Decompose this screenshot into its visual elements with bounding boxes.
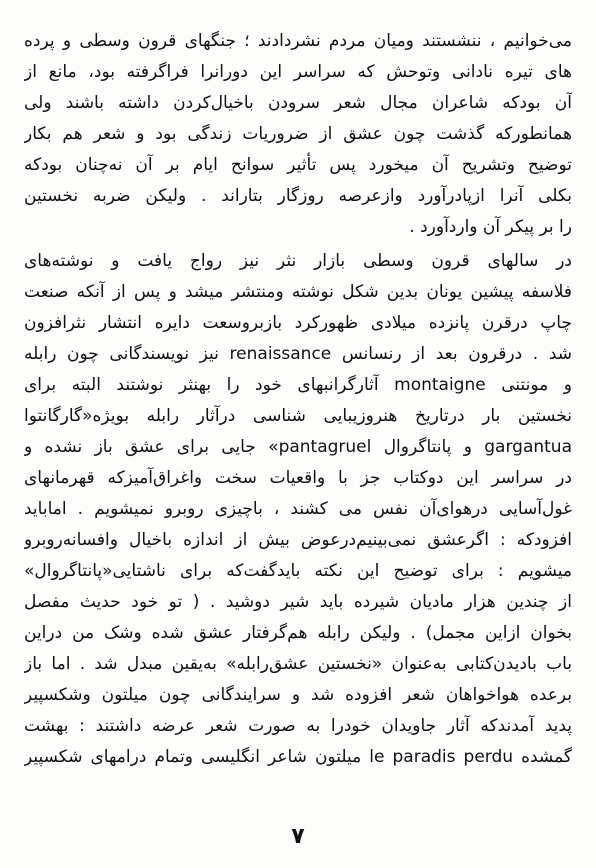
paragraph-1 (24, 26, 572, 243)
page-number: ۷ (291, 824, 305, 849)
text-line: می‌خوانیم ، ننشستند ومیان مردم نشردادند ؛ جنگهای قرون وسطی و پرده (24, 31, 572, 51)
text-line: در سالهای قرون وسطی بازار نثر نیز رواج یافت و نوشته‌های (24, 251, 572, 271)
text-line: نخستین بار درتاریخ هنروزیبایی شناسی درآثار رابله بویژه«گارگانتوا (24, 406, 572, 426)
text-line: باب بادیدن‌کتابی به‌عنوان «نخستین عشق‌رابله» به‌یقین مبدل شد . اما باز (24, 654, 572, 674)
text-line: چاپ درقرن پانزده میلادی ظهورکرد بازبروسعت دایره انتشار نثرافزون (24, 313, 572, 333)
text-line: های تیره نادانی وتوحش که سراسر این دورانرا فراگرفته بود، مانع از (24, 62, 572, 82)
text-line: توضیح وتشریح آن میخورد پس تأثیر سوانح ایام بر آن نه‌چنان بودکه (24, 155, 572, 175)
text-line: بکلی آنرا ازپادرآورد وازعرصه روزگار بتاراند . ولیکن ضربه نخستین (24, 186, 572, 206)
text-line: فلاسفه پیشین یونان بدین شکل نوشته ومنتشر میشد و پس از آنکه صنعت (24, 282, 572, 302)
text-line: gargantua و پانتاگروال pantagruel» جایی برای عشق باز نشده و (24, 437, 572, 457)
paragraph-2 (24, 246, 572, 773)
text-line: گمشده le paradis perdu میلتون شاعر انگلیسی وتمام درامهای شکسپیر (24, 747, 572, 767)
text-line: برعده هواخواهان شعر افزوده شد و سرایندگانی چون میلتون وشکسپیر (24, 685, 572, 705)
text-line: افزودکه : اگرعشق نمی‌بینیم‌درعوض بیش از اندازه باخیال وافسانه‌روبرو (24, 530, 572, 550)
text-line: در سراسر این دوکتاب جز با واقعیات سخت واغراق‌آمیزکه قهرمانهای (24, 468, 572, 488)
text-line: بخوان ازاین مجمل) . ولیکن رابله هم‌گرفتار عشق شده وشک من دراین (24, 623, 572, 643)
text-line: میشویم : برای توضیح این نکته بایدگفت‌که برای ناشتایی«پانتاگروال» (24, 561, 572, 581)
text-line: پدید آمدندکه آثار جاویدان خودرا به صورت شعر عرضه داشتند : بهشت (24, 716, 572, 736)
text-line: آن بودکه شاعران مجال شعر سرودن باخیال‌کردن داشته باشند ولی (24, 93, 572, 113)
text-line: شد . درقرون بعد از رنسانس renaissance نیز نویسندگانی چون رابله (24, 344, 572, 364)
text-line: و مونتنی montaigne آثارگرانبهای خود را بهنثر نوشتند البته برای (24, 375, 572, 395)
text-line: را بر پیکر آن واردآورد . (409, 217, 572, 237)
text-line: غول‌آسایی درهوای‌آن نفس می کشند ، باچیزی روبرو نمیشویم . امابايد (24, 499, 572, 519)
text-line: همانطورکه گذشت چون عشق از ضروریات زندگی بود و شعر هم بکار (24, 124, 572, 144)
text-line: از چندین هزار مادیان شیرده باید شیر دوشید . ( تو خود حدیث مفصل (24, 592, 572, 612)
